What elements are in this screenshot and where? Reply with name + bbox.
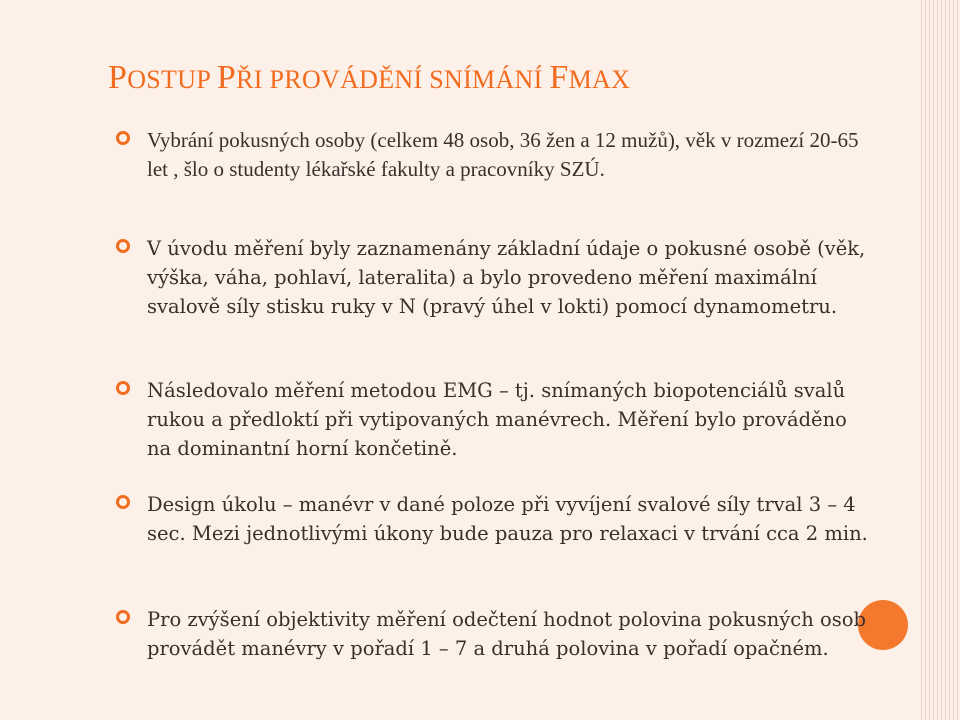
title-cap-3: F: [549, 59, 569, 96]
bullet-text: Pro zvýšení objektivity měření odečtení hodnot polovina pokusných osob provádět manévry v pořadí 1 – 7 a druhá polovina v pořadí opačném.: [147, 608, 866, 660]
slide-title: [108, 58, 868, 100]
title-rest-3: MAX: [568, 65, 631, 94]
bullet-item: [115, 234, 875, 321]
bullet-ring-icon: [115, 494, 131, 510]
bullet-item: [115, 376, 875, 463]
bullet-text: Design úkolu – manévr v dané poloze při vyvíjení svalové síly trval 3 – 4 sec. Mezi jednotlivými úkony bude pauza pro relaxaci v trvání cca 2 min.: [147, 493, 868, 545]
bullet-ring-icon: [115, 238, 131, 254]
bullet-item: [115, 490, 875, 548]
title-cap-1: P: [108, 59, 128, 96]
bullet-ring-icon: [115, 609, 131, 625]
bullet-item: [115, 126, 875, 184]
bullet-text: Následovalo měření metodou EMG – tj. snímaných biopotenciálů svalů rukou a předloktí při vytipovaných manévrech. Měření bylo prováděno na dominantní horní končetině.: [147, 379, 847, 460]
title-cap-2: P: [216, 59, 237, 96]
title-rest-2: ŘI PROVÁDĚNÍ SNÍMÁNÍ: [236, 65, 550, 94]
bullet-ring-icon: [115, 130, 131, 146]
bullet-item: [115, 605, 875, 663]
bullet-text: Vybrání pokusných osoby (celkem 48 osob, 36 žen a 12 mužů), věk v rozmezí 20-65 let , šlo o studenty lékařské fakulty a pracovníky SZÚ.: [147, 128, 859, 181]
decorative-stripes: [922, 0, 960, 720]
title-rest-1: OSTUP: [127, 65, 217, 94]
bullet-text: V úvodu měření byly zaznamenány základní údaje o pokusné osobě (věk, výška, váha, pohlaví, lateralita) a bylo provedeno měření maximální svalově síly stisku ruky v N (pravý úhel v lokti) pomocí dynamometru.: [147, 237, 866, 318]
bullet-ring-icon: [115, 380, 131, 396]
